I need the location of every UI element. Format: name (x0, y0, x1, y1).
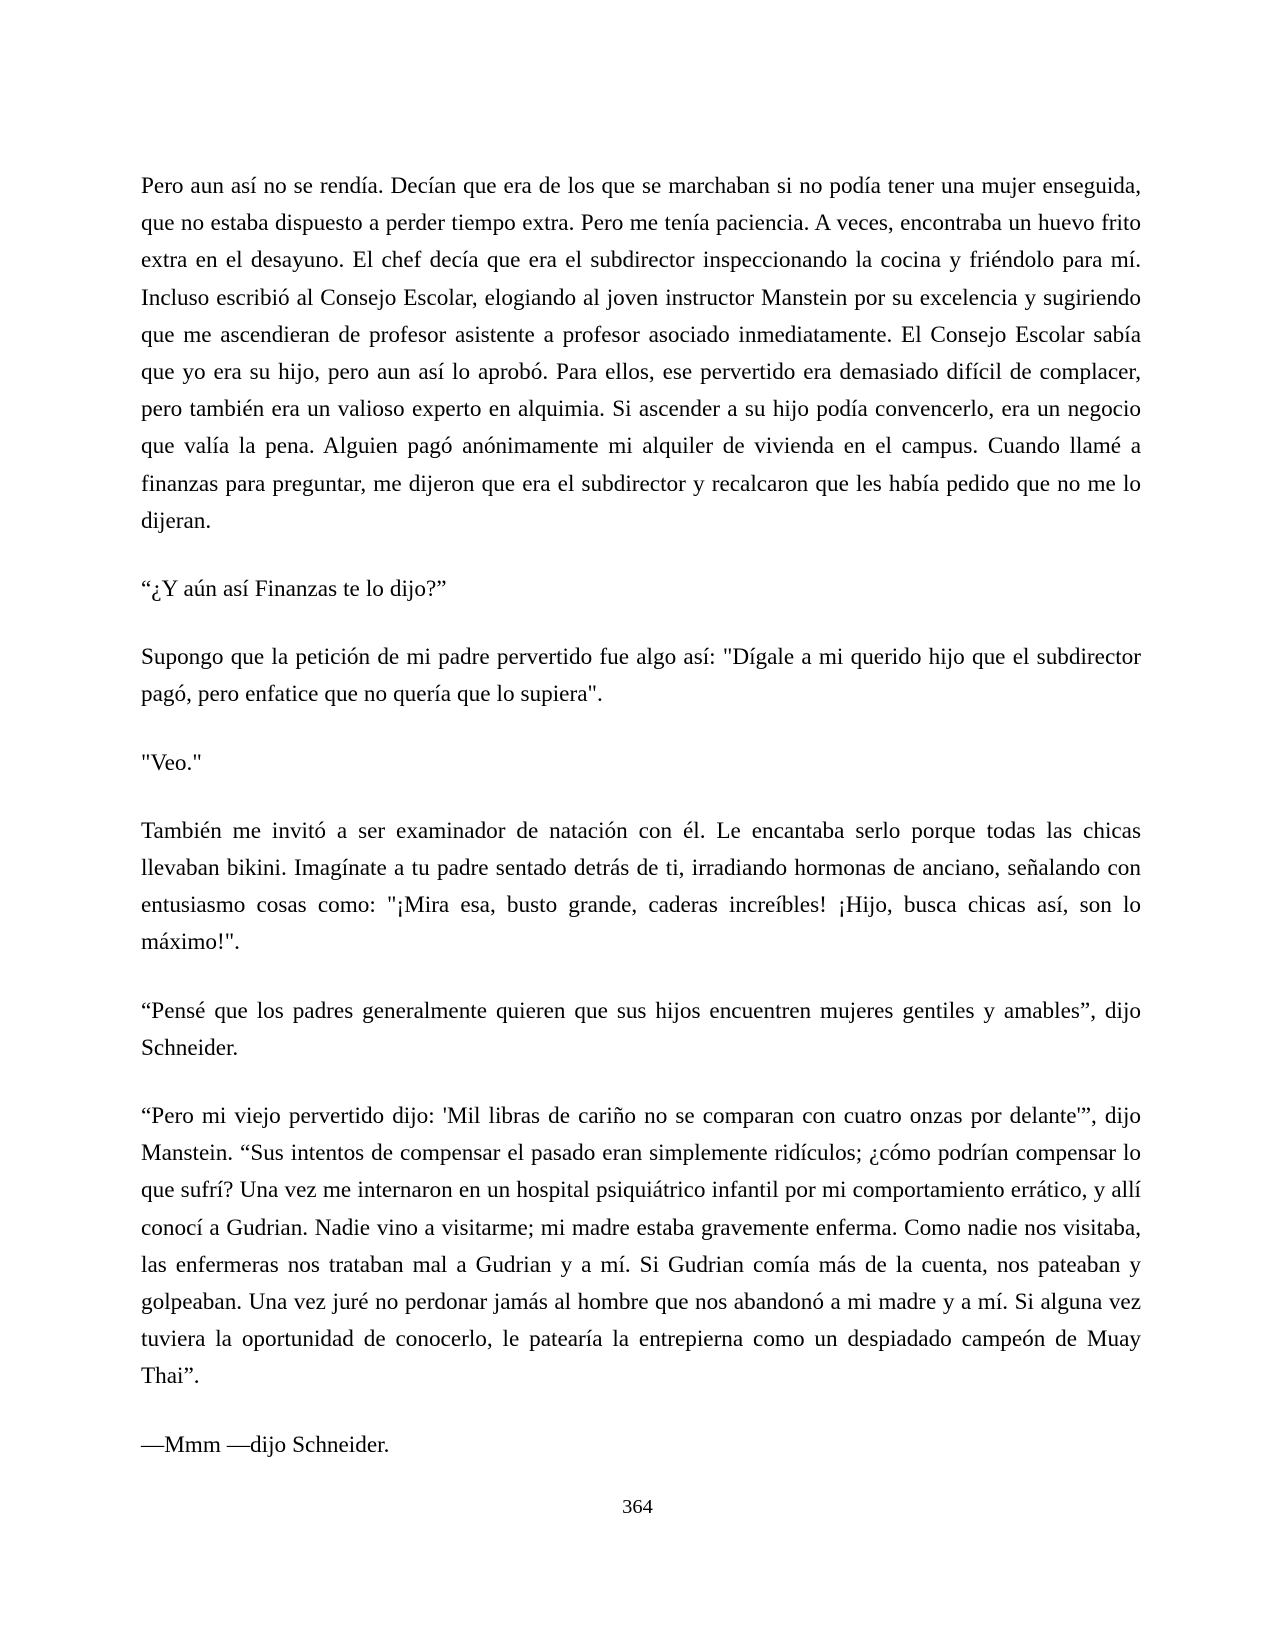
paragraph: “Pero mi viejo pervertido dijo: 'Mil libras de cariño no se comparan con cuatro onzas por delante'”, dijo Manstein. “Sus intentos de compensar el pasado eran simplemente ridículos; ¿cómo podrían compensar lo que sufrí? Una vez me internaron en un hospital psiquiátrico infantil por mi comportamiento errático, y allí conocí a Gudrian. Nadie vino a visitarme; mi madre estaba gravemente enferma. Como nadie nos visitaba, las enfermeras nos trataban mal a Gudrian y a mí. Si Gudrian comía más de la cuenta, nos pateaban y golpeaban. Una vez juré no perdonar jamás al hombre que nos abandonó a mi madre y a mí. Si alguna vez tuviera la oportunidad de conocerlo, le patearía la entrepierna como un despiadado campeón de Muay Thai”. (141, 1103, 1141, 1390)
paragraph: Supongo que la petición de mi padre pervertido fue algo así: "Dígale a mi querido hijo que el subdirector pagó, pero enfatice que no quería que lo supiera". (141, 644, 1141, 708)
page-text-column (141, 168, 1141, 1464)
paragraph: —Mmm —dijo Schneider. (141, 1431, 390, 1458)
paragraph: Pero aun así no se rendía. Decían que era de los que se marchaban si no podía tener una mujer enseguida, que no estaba dispuesto a perder tiempo extra. Pero me tenía paciencia. A veces, encontraba un huevo frito extra en el desayuno. El chef decía que era el subdirector inspeccionando la cocina y friéndolo para mí. Incluso escribió al Consejo Escolar, elogiando al joven instructor Manstein por su excelencia y sugiriendo que me ascendieran de profesor asistente a profesor asociado inmediatamente. El Consejo Escolar sabía que yo era su hijo, pero aun así lo aprobó. Para ellos, ese pervertido era demasiado difícil de complacer, pero también era un valioso experto en alquimia. Si ascender a su hijo podía convencerlo, era un negocio que valía la pena. Alguien pagó anónimamente mi alquiler de vivienda en el campus. Cuando llamé a finanzas para preguntar, me dijeron que era el subdirector y recalcaron que les había pedido que no me lo dijeran. (141, 173, 1141, 534)
paragraph: “¿Y aún así Finanzas te lo dijo?” (141, 576, 447, 603)
paragraph: "Veo." (141, 749, 202, 776)
paragraph: También me invitó a ser examinador de natación con él. Le encantaba serlo porque todas las chicas llevaban bikini. Imagínate a tu padre sentado detrás de ti, irradiando hormonas de anciano, señalando con entusiasmo cosas como: "¡Mira esa, busto grande, caderas increíbles! ¡Hijo, busca chicas así, son lo máximo!". (141, 817, 1141, 956)
page-number: 364 (622, 1496, 653, 1518)
paragraph: “Pensé que los padres generalmente quieren que sus hijos encuentren mujeres gentiles y amables”, dijo Schneider. (141, 997, 1141, 1061)
